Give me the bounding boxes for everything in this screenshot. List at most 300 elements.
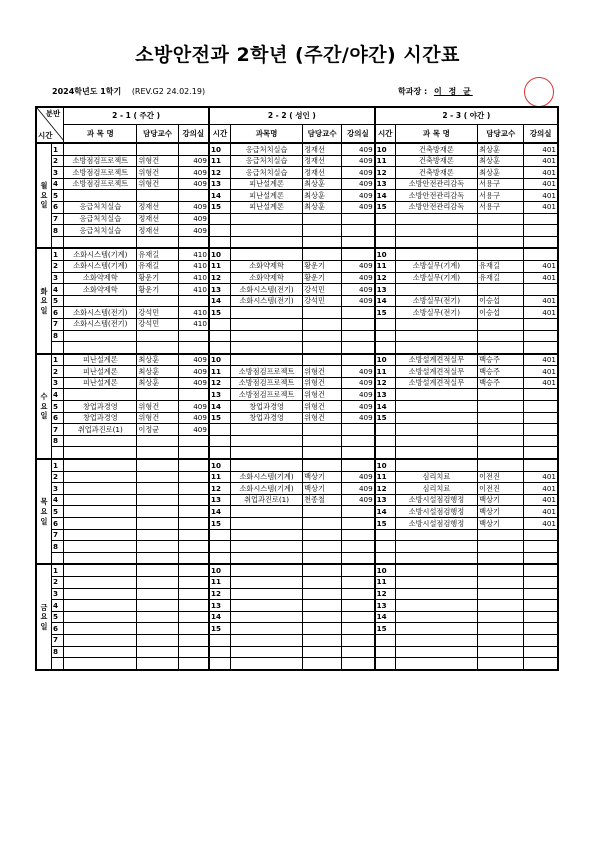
- subject-cell: [395, 529, 477, 541]
- col-header: 담당교수: [137, 125, 178, 144]
- professor-cell: 위형건: [303, 401, 342, 413]
- period-cell: 11: [209, 471, 231, 483]
- period-cell: 15: [375, 307, 396, 319]
- table-row: [36, 284, 558, 296]
- period-cell: [209, 634, 231, 646]
- professor-cell: [137, 529, 178, 541]
- period-cell: 14: [375, 506, 396, 518]
- empty-cell: [209, 342, 231, 354]
- professor-cell: [137, 634, 178, 646]
- room-cell: [342, 564, 375, 576]
- professor-cell: [303, 518, 342, 530]
- table-row: [36, 483, 558, 495]
- professor-cell: [478, 318, 524, 330]
- room-cell: [524, 646, 558, 658]
- table-row: [36, 412, 558, 424]
- page-title: 소방안전과 2학년 (주간/야간) 시간표: [135, 44, 460, 66]
- period-cell: 11: [375, 260, 396, 272]
- room-cell: [342, 213, 375, 225]
- period-cell: 12: [209, 483, 231, 495]
- period-cell: [375, 634, 396, 646]
- empty-cell: [231, 658, 303, 670]
- period-cell: 5: [51, 401, 63, 413]
- professor-cell: 정재선: [303, 143, 342, 155]
- room-cell: 401: [524, 295, 558, 307]
- professor-cell: [137, 576, 178, 588]
- room-cell: [178, 588, 209, 600]
- period-cell: 10: [375, 143, 396, 155]
- period-cell: 8: [51, 541, 63, 553]
- professor-cell: 최상훈: [478, 143, 524, 155]
- room-cell: 401: [524, 201, 558, 213]
- subject-cell: 응급처치실습: [64, 213, 137, 225]
- subject-cell: 소방설계견적실무: [395, 377, 477, 389]
- col-header: 과 목 명: [395, 125, 477, 144]
- subject-cell: 건축방재론: [395, 143, 477, 155]
- subject-cell: [231, 564, 303, 576]
- subject-cell: 소방실무(기계): [395, 260, 477, 272]
- room-cell: 409: [178, 213, 209, 225]
- professor-cell: 황운기: [303, 272, 342, 284]
- professor-cell: [478, 529, 524, 541]
- room-cell: [342, 518, 375, 530]
- professor-cell: [137, 459, 178, 471]
- subject-cell: [231, 611, 303, 623]
- professor-cell: 최상훈: [303, 201, 342, 213]
- subject-cell: [64, 541, 137, 553]
- professor-cell: [303, 354, 342, 366]
- subject-cell: [64, 143, 137, 155]
- subject-cell: [231, 623, 303, 635]
- professor-cell: 최상훈: [303, 178, 342, 190]
- period-cell: 6: [51, 518, 63, 530]
- subject-cell: [231, 213, 303, 225]
- subject-cell: 취업과진로(1): [231, 494, 303, 506]
- room-cell: 409: [178, 354, 209, 366]
- subject-cell: [64, 623, 137, 635]
- period-cell: 6: [51, 201, 63, 213]
- subject-cell: [231, 576, 303, 588]
- subject-cell: [395, 646, 477, 658]
- period-cell: 15: [375, 623, 396, 635]
- room-cell: [178, 389, 209, 401]
- room-cell: [524, 330, 558, 342]
- period-cell: 1: [51, 354, 63, 366]
- col-header: 과목명: [231, 125, 303, 144]
- professor-cell: [303, 529, 342, 541]
- subject-cell: 소화시스템(기계): [64, 248, 137, 260]
- room-cell: [342, 588, 375, 600]
- room-cell: 409: [342, 178, 375, 190]
- subject-cell: [231, 634, 303, 646]
- professor-cell: [303, 307, 342, 319]
- empty-cell: [209, 236, 231, 248]
- subject-cell: 소화시스템(전기): [64, 318, 137, 330]
- professor-cell: [478, 284, 524, 296]
- professor-cell: 백승주: [478, 366, 524, 378]
- empty-cell: [231, 552, 303, 564]
- period-cell: 13: [375, 600, 396, 612]
- room-cell: [524, 564, 558, 576]
- room-cell: [524, 576, 558, 588]
- period-cell: 4: [51, 389, 63, 401]
- empty-cell: [51, 342, 63, 354]
- subject-cell: [395, 634, 477, 646]
- subject-cell: 소화시스템(기계): [64, 260, 137, 272]
- room-cell: 409: [342, 284, 375, 296]
- period-cell: 10: [375, 248, 396, 260]
- subject-cell: 건축방재론: [395, 167, 477, 179]
- professor-cell: [478, 564, 524, 576]
- subject-cell: [64, 588, 137, 600]
- subject-cell: 피난설계론: [231, 190, 303, 202]
- period-cell: 13: [375, 284, 396, 296]
- subject-cell: [64, 646, 137, 658]
- professor-cell: 이정균: [137, 424, 178, 436]
- professor-cell: 강석민: [137, 318, 178, 330]
- period-cell: 5: [51, 506, 63, 518]
- professor-cell: [478, 459, 524, 471]
- professor-cell: [303, 611, 342, 623]
- table-row: [36, 178, 558, 190]
- corner-bottom-label: 시간: [38, 131, 53, 141]
- room-cell: [178, 330, 209, 342]
- subject-cell: 응급처치실습: [64, 225, 137, 237]
- room-cell: 401: [524, 506, 558, 518]
- room-cell: 409: [178, 178, 209, 190]
- empty-cell: [524, 447, 558, 459]
- room-cell: 401: [524, 167, 558, 179]
- subject-cell: 소화시스템(기계): [231, 483, 303, 495]
- room-cell: [342, 459, 375, 471]
- subject-cell: [395, 318, 477, 330]
- empty-cell: [209, 447, 231, 459]
- empty-cell: [231, 342, 303, 354]
- professor-cell: [137, 611, 178, 623]
- professor-cell: [137, 588, 178, 600]
- professor-cell: [137, 435, 178, 447]
- period-cell: 14: [209, 611, 231, 623]
- table-row: [36, 588, 558, 600]
- subject-cell: 소방시설점검행정: [395, 518, 477, 530]
- professor-cell: [137, 518, 178, 530]
- subject-cell: [395, 588, 477, 600]
- professor-cell: [137, 506, 178, 518]
- room-cell: [524, 634, 558, 646]
- room-cell: 401: [524, 307, 558, 319]
- professor-cell: 위형건: [137, 412, 178, 424]
- empty-cell: [231, 447, 303, 459]
- professor-cell: [478, 401, 524, 413]
- professor-cell: [478, 646, 524, 658]
- period-cell: 11: [375, 155, 396, 167]
- professor-cell: [137, 646, 178, 658]
- professor-cell: 강석민: [303, 284, 342, 296]
- room-cell: [342, 354, 375, 366]
- period-cell: [375, 424, 396, 436]
- professor-cell: [137, 483, 178, 495]
- period-cell: 5: [51, 190, 63, 202]
- room-cell: 410: [178, 284, 209, 296]
- subject-cell: 피난설계론: [64, 377, 137, 389]
- room-cell: 409: [342, 389, 375, 401]
- subject-cell: [395, 401, 477, 413]
- professor-cell: 이전진: [478, 471, 524, 483]
- professor-cell: 정재선: [303, 155, 342, 167]
- period-cell: [375, 435, 396, 447]
- room-cell: 410: [178, 260, 209, 272]
- room-cell: 401: [524, 354, 558, 366]
- room-cell: 410: [178, 318, 209, 330]
- professor-cell: 최상훈: [303, 190, 342, 202]
- period-cell: 4: [51, 284, 63, 296]
- subject-cell: [231, 435, 303, 447]
- subject-cell: 소화시스템(전기): [231, 284, 303, 296]
- room-cell: 409: [342, 401, 375, 413]
- room-cell: 409: [178, 377, 209, 389]
- empty-cell: [342, 342, 375, 354]
- subject-cell: [231, 424, 303, 436]
- empty-cell: [375, 552, 396, 564]
- room-cell: [524, 389, 558, 401]
- room-cell: [178, 506, 209, 518]
- room-cell: [524, 623, 558, 635]
- subject-cell: 소화약제학: [231, 260, 303, 272]
- day-label: 목 요 일: [36, 459, 51, 564]
- period-cell: 5: [51, 295, 63, 307]
- room-cell: 410: [178, 307, 209, 319]
- room-cell: 409: [178, 201, 209, 213]
- empty-cell: [178, 552, 209, 564]
- professor-cell: 최상훈: [478, 167, 524, 179]
- professor-cell: [137, 295, 178, 307]
- room-cell: [178, 459, 209, 471]
- dept-head-name: 이 정 균: [433, 87, 473, 96]
- professor-cell: [478, 541, 524, 553]
- room-cell: 409: [342, 494, 375, 506]
- subject-cell: [395, 225, 477, 237]
- period-cell: 14: [209, 295, 231, 307]
- period-cell: 11: [209, 155, 231, 167]
- room-cell: 401: [524, 260, 558, 272]
- empty-cell: [178, 447, 209, 459]
- room-cell: 401: [524, 518, 558, 530]
- period-cell: 14: [209, 401, 231, 413]
- professor-cell: [137, 600, 178, 612]
- room-cell: [524, 600, 558, 612]
- period-cell: [375, 225, 396, 237]
- subject-cell: [64, 483, 137, 495]
- room-cell: 409: [178, 412, 209, 424]
- table-row: [36, 471, 558, 483]
- period-cell: [209, 318, 231, 330]
- room-cell: [524, 424, 558, 436]
- room-cell: [524, 435, 558, 447]
- professor-cell: 백상기: [303, 483, 342, 495]
- room-cell: [524, 529, 558, 541]
- room-cell: 409: [178, 366, 209, 378]
- period-cell: 12: [375, 588, 396, 600]
- subject-cell: 소방설계견적실무: [395, 354, 477, 366]
- subject-cell: [395, 435, 477, 447]
- period-cell: 2: [51, 366, 63, 378]
- period-cell: [209, 330, 231, 342]
- period-cell: 4: [51, 600, 63, 612]
- professor-cell: 위형건: [137, 178, 178, 190]
- subject-cell: [64, 611, 137, 623]
- empty-cell: [478, 236, 524, 248]
- subject-cell: [395, 459, 477, 471]
- period-cell: 13: [375, 494, 396, 506]
- period-cell: [209, 646, 231, 658]
- professor-cell: 천종철: [303, 494, 342, 506]
- period-cell: 1: [51, 564, 63, 576]
- room-cell: 409: [342, 143, 375, 155]
- room-cell: [524, 225, 558, 237]
- subject-cell: [231, 354, 303, 366]
- period-cell: 4: [51, 178, 63, 190]
- professor-cell: 백상기: [478, 494, 524, 506]
- table-row: [36, 354, 558, 366]
- period-cell: [375, 330, 396, 342]
- empty-cell: [524, 342, 558, 354]
- period-cell: [209, 529, 231, 541]
- subject-cell: [231, 318, 303, 330]
- empty-cell: [478, 552, 524, 564]
- professor-cell: 최상훈: [478, 155, 524, 167]
- subject-cell: [395, 564, 477, 576]
- subject-cell: 소방안전관리감독: [395, 201, 477, 213]
- seal-stamp: [524, 77, 554, 107]
- period-cell: 12: [375, 483, 396, 495]
- col-header: 과 목 명: [64, 125, 137, 144]
- room-cell: 409: [178, 424, 209, 436]
- subject-cell: [231, 506, 303, 518]
- professor-cell: [303, 318, 342, 330]
- subject-cell: [231, 330, 303, 342]
- period-cell: 10: [209, 459, 231, 471]
- professor-cell: 정재선: [137, 201, 178, 213]
- room-cell: [178, 295, 209, 307]
- empty-cell: [209, 658, 231, 670]
- empty-cell: [395, 342, 477, 354]
- empty-cell: [178, 236, 209, 248]
- period-cell: 7: [51, 424, 63, 436]
- professor-cell: [303, 623, 342, 635]
- empty-cell: [303, 447, 342, 459]
- period-cell: 3: [51, 377, 63, 389]
- room-cell: [342, 623, 375, 635]
- subject-cell: [395, 424, 477, 436]
- room-cell: [178, 190, 209, 202]
- empty-cell: [342, 447, 375, 459]
- period-cell: 15: [209, 518, 231, 530]
- professor-cell: 황운기: [137, 284, 178, 296]
- professor-cell: 백승주: [478, 377, 524, 389]
- room-cell: [342, 634, 375, 646]
- professor-cell: [137, 330, 178, 342]
- empty-cell: [478, 342, 524, 354]
- period-cell: [375, 213, 396, 225]
- revision: (REV.G2 24.02.19): [131, 87, 206, 96]
- period-cell: [209, 424, 231, 436]
- period-cell: 8: [51, 646, 63, 658]
- room-cell: [524, 213, 558, 225]
- subject-cell: [64, 471, 137, 483]
- subject-cell: [64, 435, 137, 447]
- table-row: [36, 295, 558, 307]
- professor-cell: [137, 541, 178, 553]
- period-cell: 12: [209, 588, 231, 600]
- period-cell: 2: [51, 155, 63, 167]
- period-cell: 14: [209, 190, 231, 202]
- period-cell: 7: [51, 634, 63, 646]
- room-cell: [524, 401, 558, 413]
- professor-cell: 백상기: [303, 471, 342, 483]
- period-cell: 2: [51, 471, 63, 483]
- subject-cell: [64, 600, 137, 612]
- period-cell: [375, 646, 396, 658]
- period-cell: 12: [209, 167, 231, 179]
- professor-cell: [137, 471, 178, 483]
- empty-cell: [524, 552, 558, 564]
- subject-cell: [395, 412, 477, 424]
- professor-cell: 서용구: [478, 178, 524, 190]
- table-row: [36, 576, 558, 588]
- room-cell: 401: [524, 143, 558, 155]
- professor-cell: [303, 225, 342, 237]
- room-cell: 401: [524, 272, 558, 284]
- room-cell: [342, 248, 375, 260]
- group-header-2-2: 2 - 2 ( 성인 ): [209, 107, 375, 125]
- empty-cell: [342, 552, 375, 564]
- period-cell: [209, 213, 231, 225]
- professor-cell: 정재선: [137, 213, 178, 225]
- room-cell: 401: [524, 494, 558, 506]
- subject-cell: [64, 518, 137, 530]
- period-cell: 12: [209, 377, 231, 389]
- empty-cell: [303, 342, 342, 354]
- col-header: 강의실: [178, 125, 209, 144]
- professor-cell: 황운기: [303, 260, 342, 272]
- subject-cell: 소화시스템(전기): [64, 307, 137, 319]
- period-cell: 2: [51, 576, 63, 588]
- table-row: [36, 143, 558, 155]
- subject-cell: [64, 494, 137, 506]
- period-cell: 15: [375, 518, 396, 530]
- subject-cell: 응급처치실습: [231, 143, 303, 155]
- col-header: 담당교수: [303, 125, 342, 144]
- empty-cell: [342, 658, 375, 670]
- professor-cell: [478, 588, 524, 600]
- table-row: [36, 529, 558, 541]
- room-cell: 409: [342, 260, 375, 272]
- empty-cell: [303, 236, 342, 248]
- room-cell: [342, 330, 375, 342]
- professor-cell: [478, 634, 524, 646]
- table-row: [36, 389, 558, 401]
- table-row: [36, 401, 558, 413]
- spacer-row: [36, 552, 558, 564]
- professor-cell: 유재길: [478, 260, 524, 272]
- dept-head-label: 학과장 :: [398, 87, 428, 96]
- table-row: [36, 248, 558, 260]
- spacer-row: [36, 658, 558, 670]
- period-cell: 11: [209, 366, 231, 378]
- period-cell: 3: [51, 483, 63, 495]
- room-cell: [178, 518, 209, 530]
- professor-cell: [137, 190, 178, 202]
